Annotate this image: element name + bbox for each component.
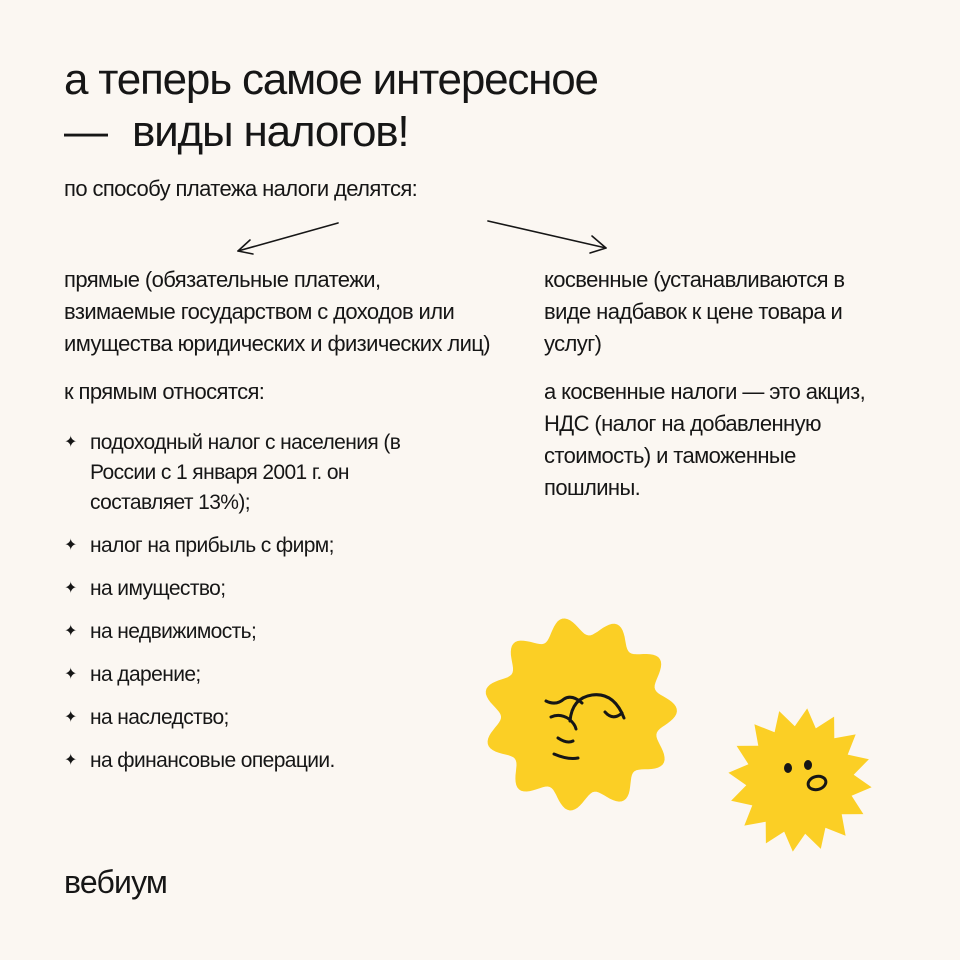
intro-text: по способу платежа налоги делятся: xyxy=(64,176,418,201)
direct-taxes-definition: прямые (обязательные платежи, взимаемые государством с доходов или имущества юридических и физических лиц) xyxy=(64,267,491,356)
star-bullet-icon: ✦ xyxy=(64,709,77,726)
direct-taxes-subheading: к прямым относятся: xyxy=(64,379,265,404)
list-item-text: на наследство; xyxy=(90,706,229,729)
star-bullet-icon: ✦ xyxy=(64,623,77,640)
indirect-taxes-definition: косвенные (устанавливаются в виде надбавок к цене товара и услуг) xyxy=(544,267,845,356)
indirect-taxes-examples: а косвенные налоги — это акциз, НДС (налог на добавленную стоимость) и таможенные пошлины. xyxy=(544,379,866,500)
sleepy-sun-icon xyxy=(486,619,677,811)
title-line-2-text: виды налогов! xyxy=(132,107,409,156)
star-bullet-icon: ✦ xyxy=(64,666,77,683)
list-item xyxy=(64,660,404,690)
list-item-text: на дарение; xyxy=(90,663,201,686)
list-item-text: на финансовые операции. xyxy=(90,749,335,772)
brand-logo: вебиум xyxy=(64,864,168,900)
list-item xyxy=(64,617,404,647)
list-item-text: подоходный налог с населения (в России с 1 января 2001 г. он составляет 13%); xyxy=(90,431,401,514)
list-item-text: налог на прибыль с фирм; xyxy=(90,534,334,557)
arrow-left-icon xyxy=(238,223,338,254)
star-bullet-icon: ✦ xyxy=(64,434,77,451)
list-item-text: на недвижимость; xyxy=(90,620,257,643)
list-item-text: на имущество; xyxy=(90,577,226,600)
title-dash: — xyxy=(64,107,107,156)
list-item xyxy=(64,703,404,733)
surprised-sun-icon xyxy=(728,708,871,851)
star-bullet-icon: ✦ xyxy=(64,580,77,597)
star-bullet-icon: ✦ xyxy=(64,537,77,554)
list-item xyxy=(64,746,404,776)
page-title xyxy=(64,54,844,158)
star-bullet-icon: ✦ xyxy=(64,752,77,769)
title-line-2 xyxy=(64,106,844,158)
list-item xyxy=(64,574,404,604)
title-line-1: а теперь самое интересное xyxy=(64,55,598,104)
list-item xyxy=(64,428,404,518)
direct-taxes-column xyxy=(64,264,494,789)
direct-taxes-list xyxy=(64,428,404,776)
indirect-taxes-column xyxy=(544,264,874,504)
sun-illustration xyxy=(460,600,900,890)
list-item xyxy=(64,531,404,561)
arrow-right-icon xyxy=(488,221,606,253)
